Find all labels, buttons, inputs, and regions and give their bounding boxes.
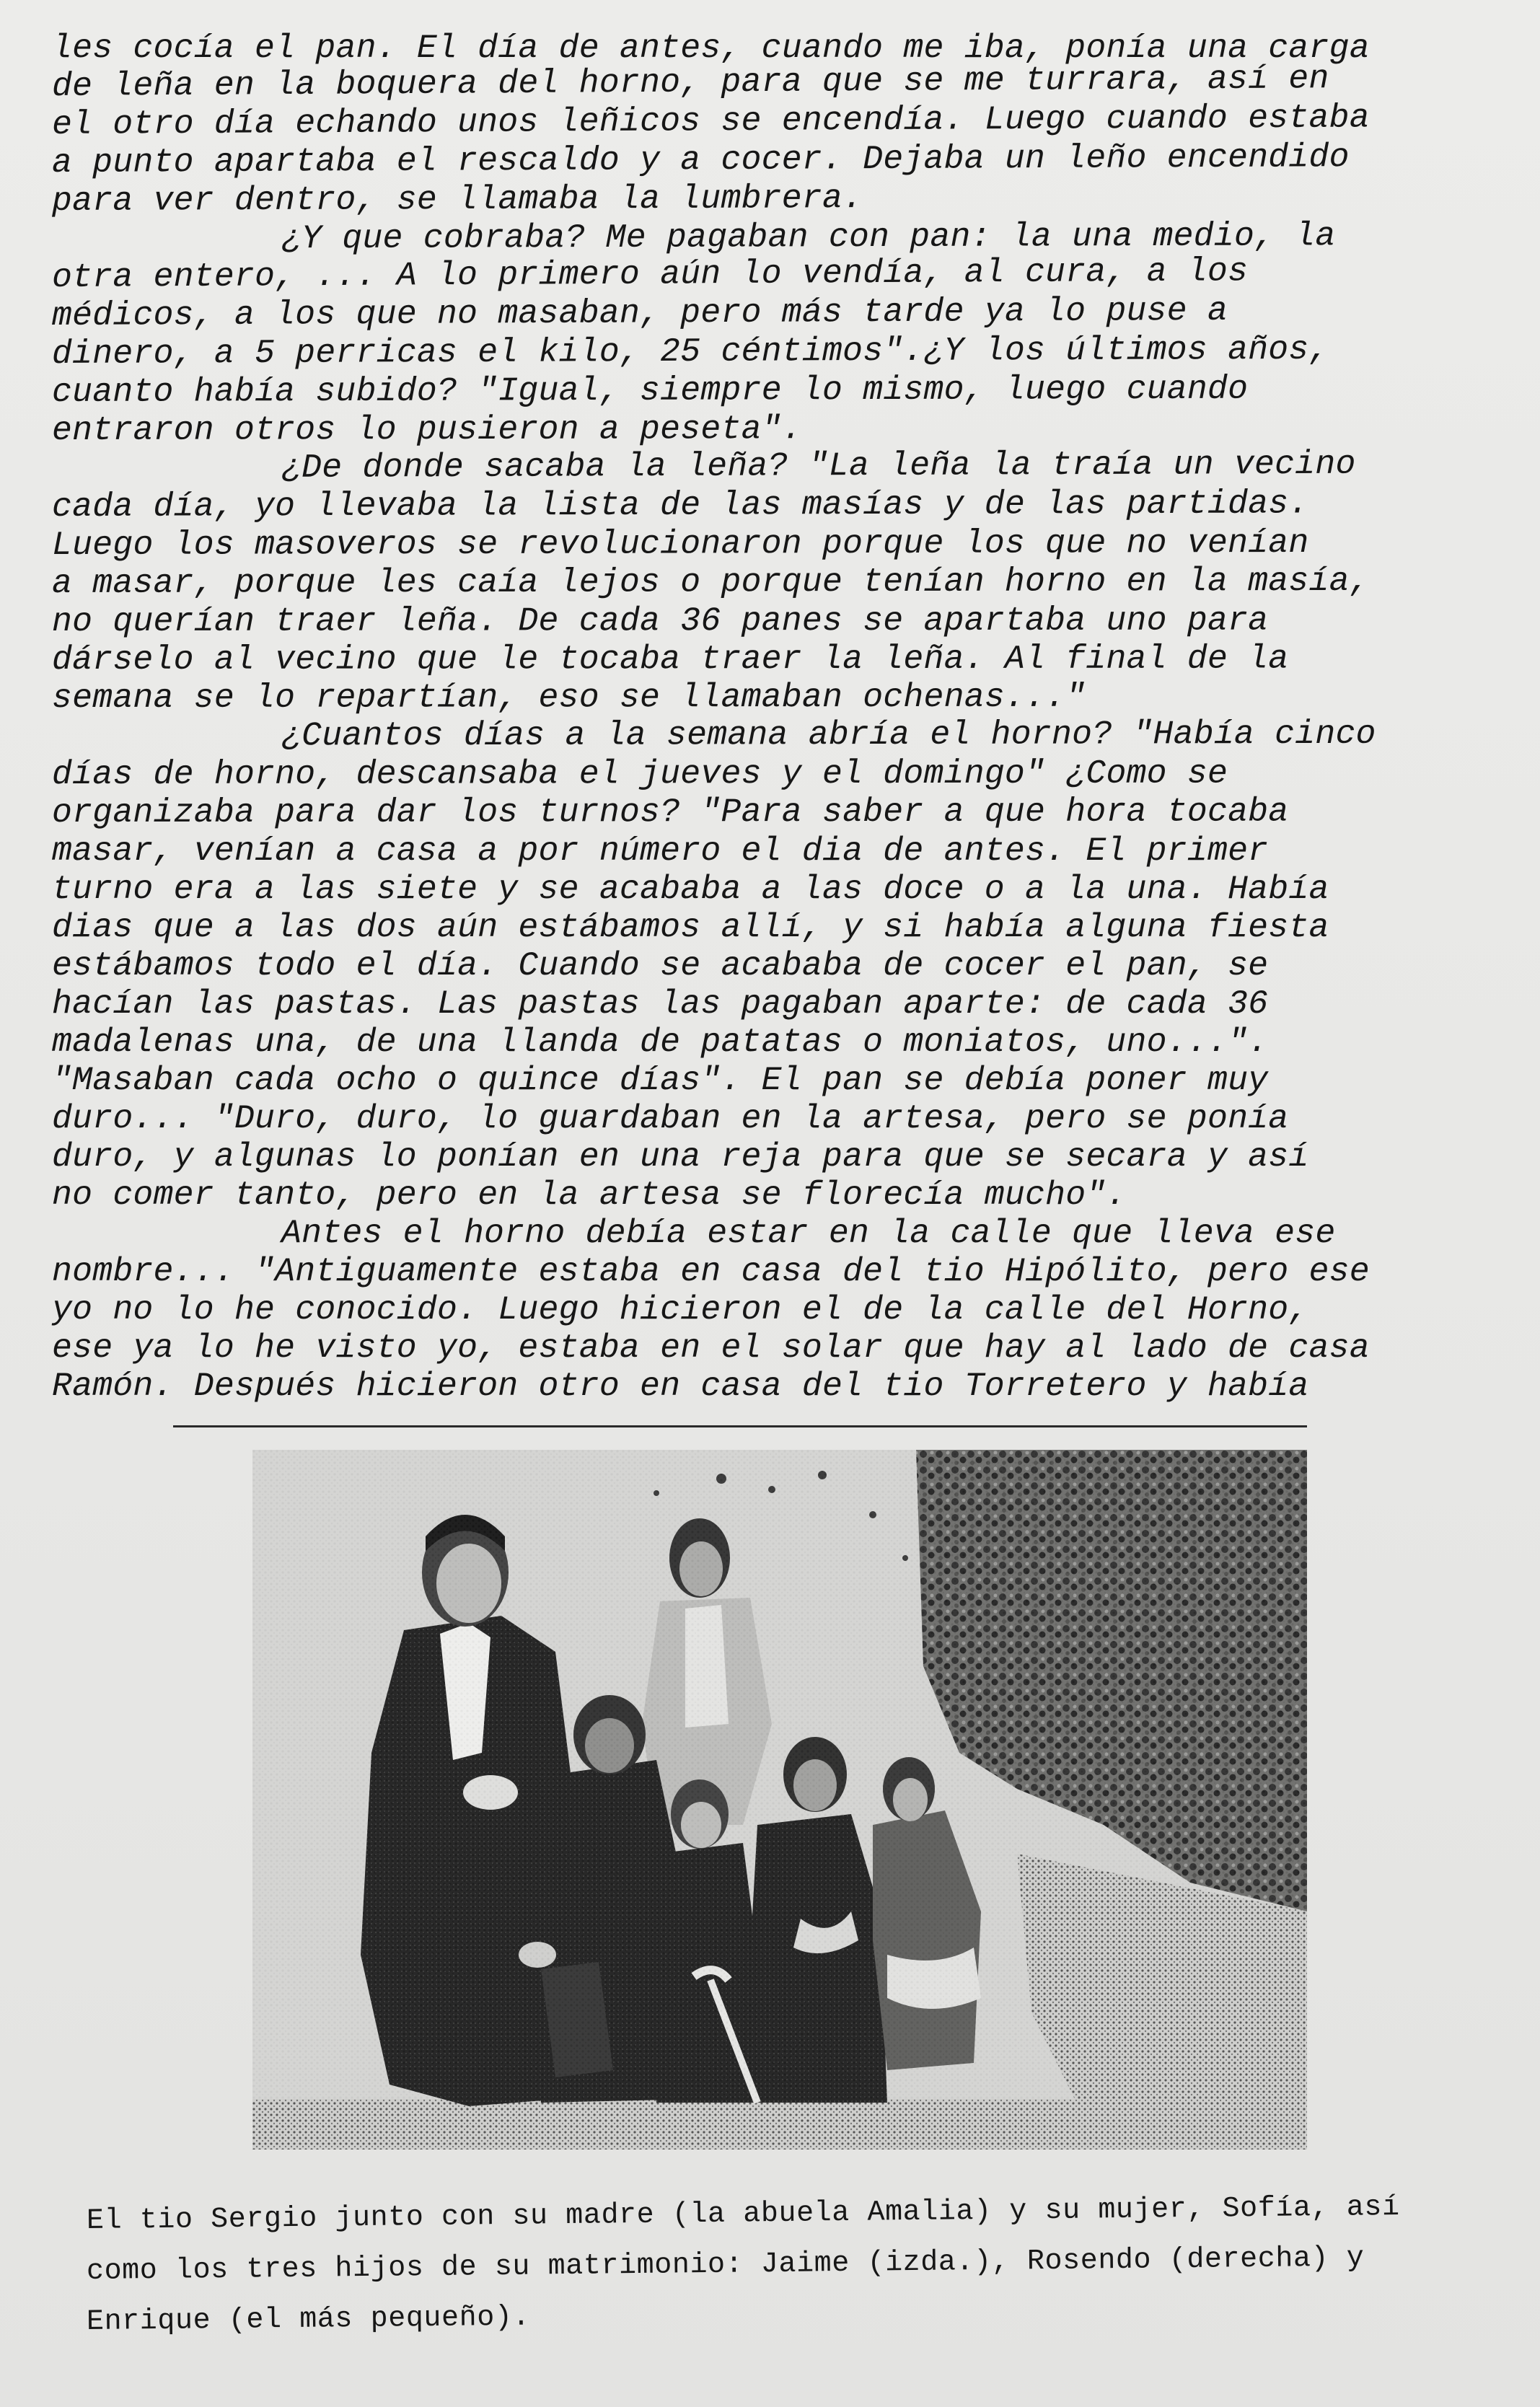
text-line: otra entero, ... A lo primero aún lo vendía, al cura, a los	[51, 252, 1249, 296]
text-line: nombre... "Antiguamente estaba en casa del tio Hipólito, pero ese	[52, 1252, 1370, 1290]
text-line: hacían las pastas. Las pastas las pagaban aparte: de cada 36	[52, 985, 1269, 1023]
text-line: ¿Cuantos días a la semana abría el horno? "Había cinco	[281, 714, 1376, 755]
text-line: no querían traer leña. De cada 36 panes se apartaba uno para	[51, 601, 1269, 641]
interview-text	[52, 29, 1487, 1405]
text-line: turno era a las siete y se acababa a las doce o a la una. Había	[52, 870, 1329, 908]
text-line: duro, y algunas lo ponían en una reja para que se secara y así	[52, 1138, 1309, 1176]
text-line: yo no lo he conocido. Luego hicieron el de la calle del Horno,	[52, 1290, 1309, 1329]
text-line: para ver dentro, se llamaba la lumbrera.	[51, 179, 863, 220]
text-line: a masar, porque les caía lejos o porque tenían horno en la masía,	[51, 561, 1370, 602]
caption-line: Enrique (el más pequeño).	[86, 2301, 531, 2338]
text-line: semana se lo repartían, eso se llamaban ochenas..."	[51, 677, 1086, 717]
text-line: cuanto había subido? "Igual, siempre lo mismo, luego cuando	[51, 369, 1249, 411]
text-line: dinero, a 5 perricas el kilo, 25 céntimos".¿Y los últimos años,	[51, 330, 1329, 373]
text-line: "Masaban cada ocho o quince días". El pan se debía poner muy	[52, 1061, 1269, 1099]
text-line: organizaba para dar los turnos? "Para saber a que hora tocaba	[51, 792, 1289, 832]
text-line: estábamos todo el día. Cuando se acababa de cocer el pan, se	[52, 946, 1269, 985]
photo-top-rule	[173, 1425, 1307, 1427]
text-line: Luego los masoveros se revolucionaron porque los que no venían	[51, 523, 1309, 564]
family-photograph-drawing	[252, 1450, 1307, 2149]
family-photograph	[252, 1450, 1307, 2149]
text-line: Ramón. Después hicieron otro en casa del tio Torretero y había	[52, 1367, 1309, 1405]
text-line: de leña en la boquera del horno, para que se me turrara, así en	[51, 59, 1329, 105]
text-line: días de horno, descansaba el jueves y el domingo" ¿Como se	[51, 754, 1228, 793]
text-line: ¿Y que cobraba? Me pagaban con pan: la una medio, la	[281, 216, 1336, 258]
photo-caption	[86, 2191, 1457, 2348]
text-line: cada día, yo llevaba la lista de las masías y de las partidas.	[51, 484, 1309, 526]
text-line: madalenas una, de una llanda de patatas o moniatos, uno...".	[52, 1023, 1269, 1061]
text-line: duro... "Duro, duro, lo guardaban en la artesa, pero se ponía	[52, 1099, 1289, 1138]
text-line: médicos, a los que no masaban, pero más tarde ya lo puse a	[51, 291, 1228, 335]
text-line: Antes el horno debía estar en la calle que lleva ese	[281, 1214, 1336, 1252]
text-line: masar, venían a casa a por número el dia de antes. El primer	[52, 832, 1269, 870]
text-line: les cocía el pan. El día de antes, cuando me iba, ponía una carga	[52, 29, 1370, 67]
caption-line: como los tres hijos de su matrimonio: Jaime (izda.), Rosendo (derecha) y	[86, 2242, 1365, 2288]
text-line: dárselo al vecino que le tocaba traer la leña. Al final de la	[51, 639, 1289, 679]
text-line: no comer tanto, pero en la artesa se florecía mucho".	[52, 1176, 1127, 1214]
caption-line: El tio Sergio junto con su madre (la abuela Amalia) y su mujer, Sofía, así	[86, 2191, 1400, 2237]
text-line: entraron otros lo pusieron a peseta".	[51, 410, 802, 449]
text-line: a punto apartaba el rescaldo y a cocer. Dejaba un leño encendido	[51, 138, 1350, 182]
text-line: ese ya lo he visto yo, estaba en el solar que hay al lado de casa	[52, 1329, 1370, 1367]
text-line: el otro día echando unos leñicos se encendía. Luego cuando estaba	[51, 98, 1370, 144]
text-line: ¿De donde sacaba la leña? "La leña la traía un vecino	[281, 444, 1356, 487]
text-line: dias que a las dos aún estábamos allí, y si había alguna fiesta	[52, 908, 1329, 946]
